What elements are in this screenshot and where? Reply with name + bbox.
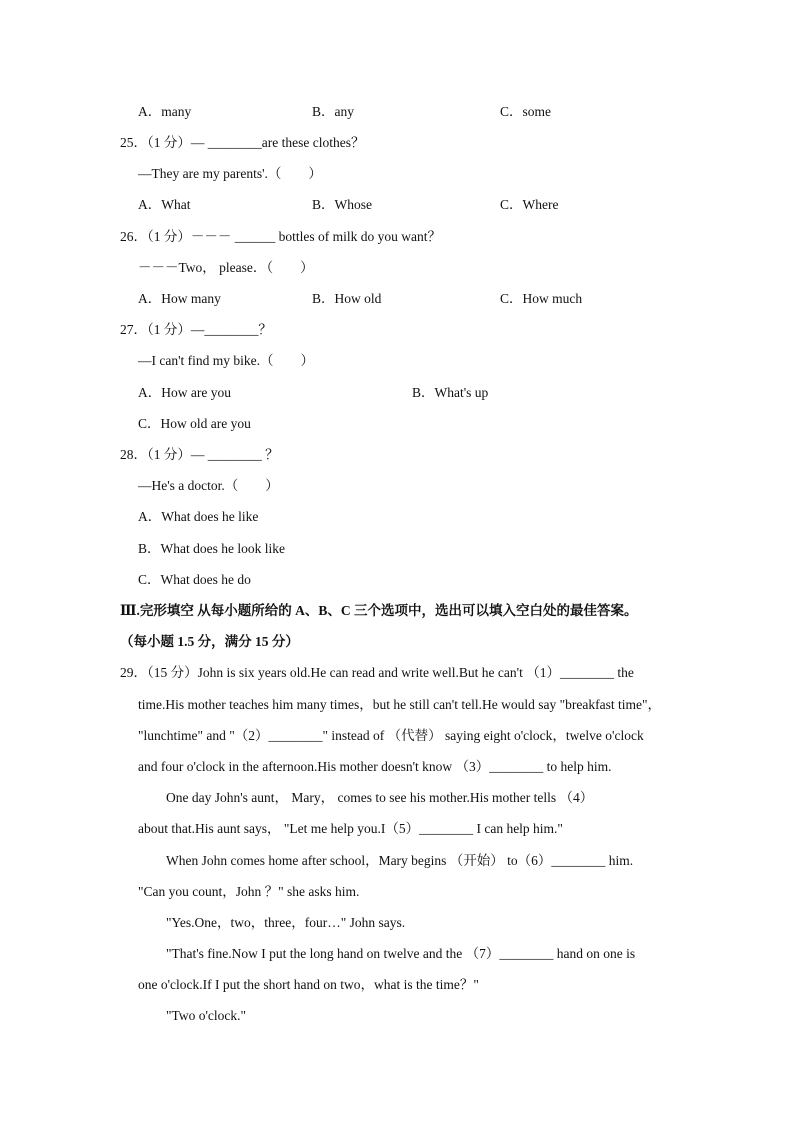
passage-line-4: and four o'clock in the afternoon.His mother doesn't know （3）________ to help him. [138,759,612,774]
q25-option-c: C．Where [500,197,559,212]
passage-line-9: "Yes.One，two，three，four…" John says. [166,915,406,930]
q24-option-a: A．many [138,104,192,119]
q27-option-a: A．How are you [138,385,231,400]
section-3-heading: Ⅲ.完形填空 从每小题所给的 A、B、C 三个选项中，选出可以填入空白处的最佳答案。 [120,603,638,618]
q24-option-b: B．any [312,104,354,119]
passage-line-1: 29．（15 分）John is six years old.He can read and write well.But he can't （1）________ the [120,665,634,680]
q25-option-b: B．Whose [312,197,372,212]
q26-reply: －－－Two， please．（ ） [138,260,314,275]
passage-line-11: one o'clock.If I put the short hand on two，what is the time？" [138,977,479,992]
q25-stem: 25．（1 分）— ________are these clothes？ [120,135,365,150]
q27-option-b: B．What's up [412,385,489,400]
passage-line-12: "Two o'clock." [166,1008,246,1023]
passage-line-7: When John comes home after school，Mary begins （开始） to（6）________ him. [166,853,634,868]
q26-stem: 26．（1 分）－－－ ______ bottles of milk do you want？ [120,229,441,244]
passage-line-3: "lunchtime" and "（2）________" instead of （代替） saying eight o'clock，twelve o'clock [138,728,644,743]
passage-line-6: about that.His aunt says， "Let me help you.I（5）________ I can help him." [138,821,563,836]
q26-option-c: C．How much [500,291,583,306]
q27-stem: 27．（1 分）—________？ [120,322,272,337]
q27-reply: —I can't find my bike.（ ） [138,353,315,368]
q27-option-c: C．How old are you [138,416,251,431]
passage-line-2: time.His mother teaches him many times，but he still can't tell.He would say "breakfast time"， [138,697,661,712]
passage-line-8: "Can you count，John ？" she asks him. [138,884,360,899]
q28-stem: 28．（1 分）— ________ ？ [120,447,279,462]
q28-option-a: A．What does he like [138,509,259,524]
passage-line-5: One day John's aunt， Mary， comes to see his mother.His mother tells （4） [166,790,594,805]
q28-option-b: B．What does he look like [138,541,285,556]
q24-option-c: C．some [500,104,552,119]
q25-reply: —They are my parents'.（ ） [138,166,322,181]
passage-line-10: "That's fine.Now I put the long hand on twelve and the （7）________ hand on one is [166,946,636,961]
section-3-subheading: （每小题 1.5 分，满分 15 分） [120,634,299,649]
q28-option-c: C．What does he do [138,572,251,587]
q28-reply: —He's a doctor.（ ） [138,478,279,493]
q26-option-a: A．How many [138,291,221,306]
q26-option-b: B．How old [312,291,382,306]
q25-option-a: A．What [138,197,191,212]
